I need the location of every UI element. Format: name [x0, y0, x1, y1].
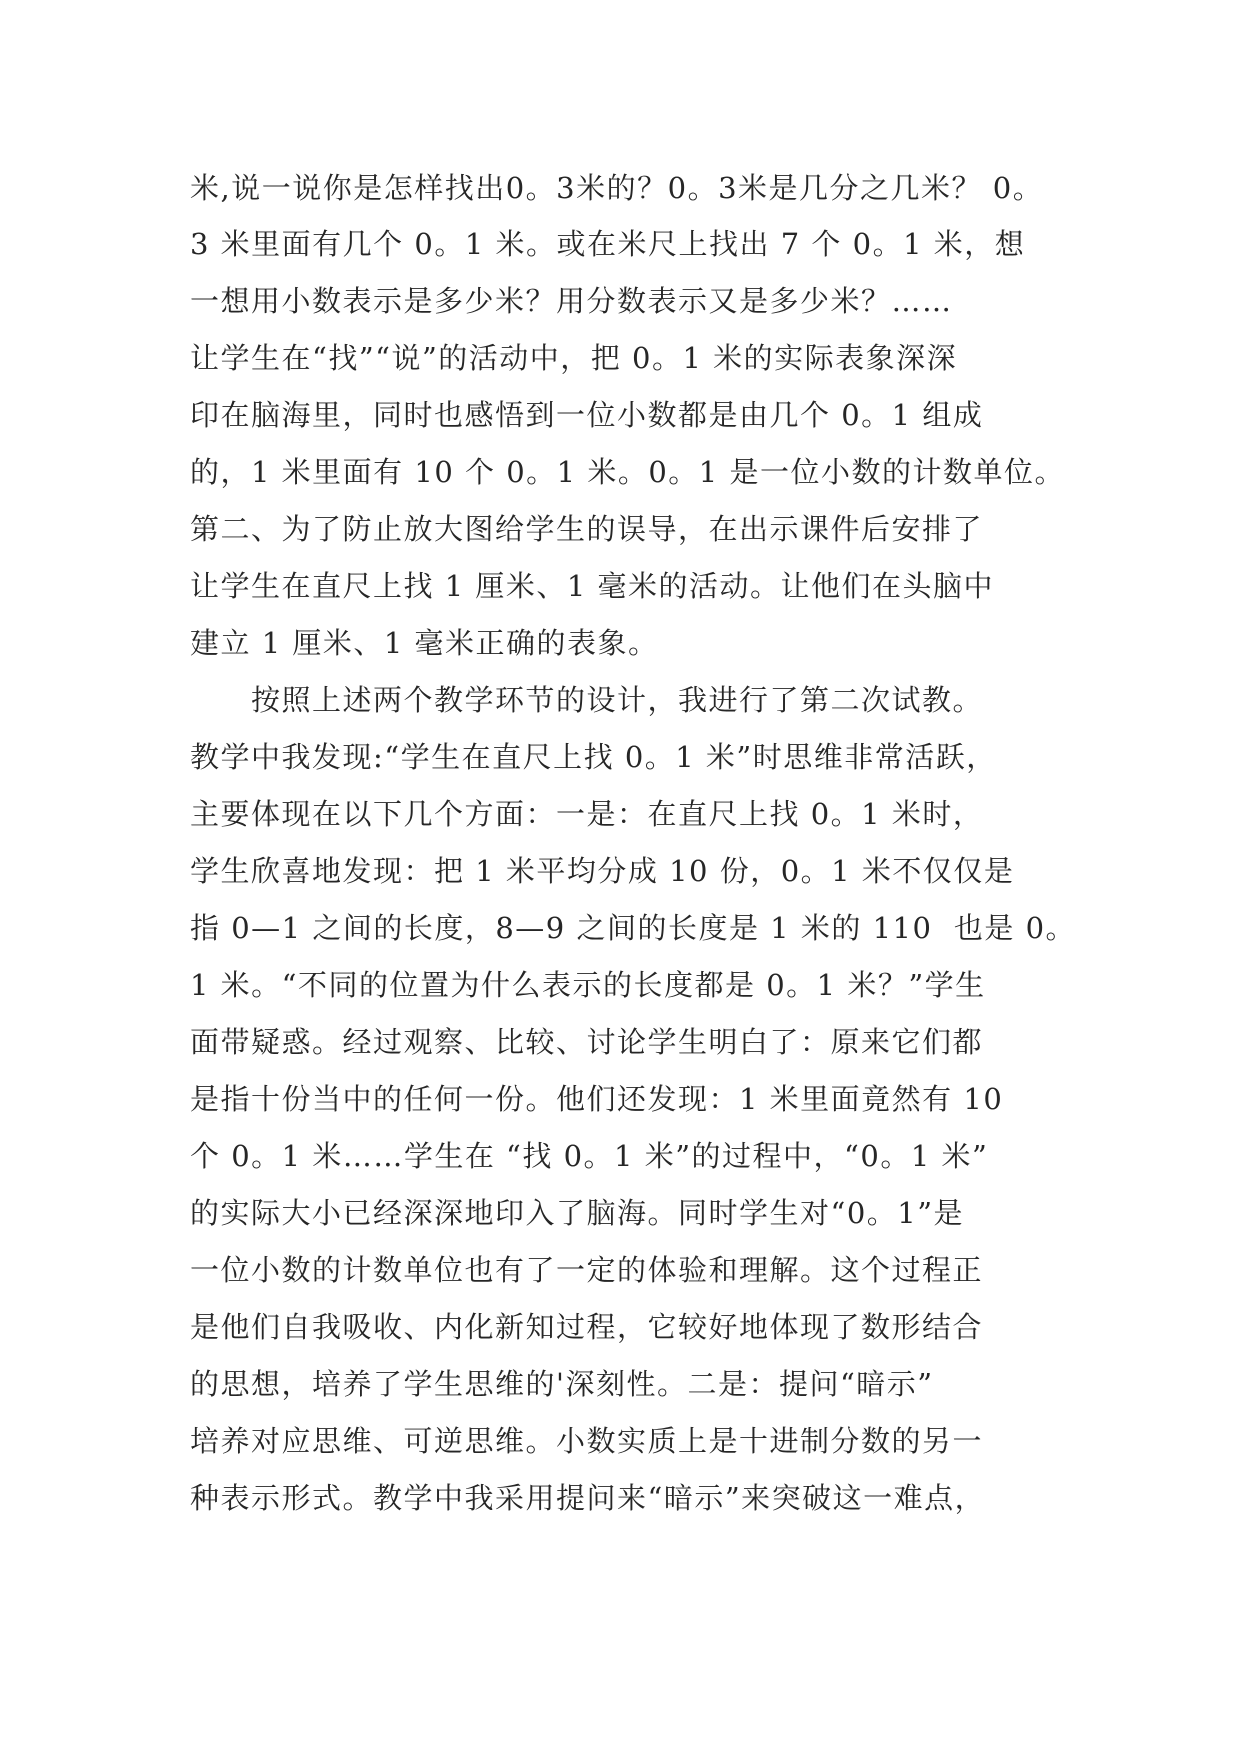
- text-line: 按照上述两个教学环节的设计，我进行了第二次试教。: [190, 683, 984, 717]
- text-line: 1 米。“不同的位置为什么表示的长度都是 0。1 米？”学生: [190, 968, 986, 1002]
- text-line: 种表示形式。教学中我采用提问来“暗示”来突破这一难点，: [190, 1481, 986, 1515]
- text-line: 教学中我发现:“学生在直尺上找 0。1 米”时思维非常活跃，: [190, 740, 997, 774]
- text-line: 的实际大小已经深深地印入了脑海。同时学生对“0。1”是: [190, 1196, 965, 1230]
- text-line: 指 0—1 之间的长度，8—9 之间的长度是 1 米的 110 也是 0。: [190, 911, 1077, 945]
- text-line: 是指十份当中的任何一份。他们还发现：1 米里面竟然有 10: [190, 1082, 1004, 1116]
- text-line: 的，1 米里面有 10 个 0。1 米。0。1 是一位小数的计数单位。: [190, 455, 1065, 489]
- text-line: 学生欣喜地发现：把 1 米平均分成 10 份，0。1 米不仅仅是: [190, 854, 1015, 888]
- text-line: 让学生在直尺上找 1 厘米、1 毫米的活动。让他们在头脑中: [190, 569, 995, 603]
- text-line: 印在脑海里，同时也感悟到一位小数都是由几个 0。1 组成: [190, 398, 984, 432]
- text-line: 建立 1 厘米、1 毫米正确的表象。: [190, 626, 659, 660]
- text-line: 第二、为了防止放大图给学生的误导，在出示课件后安排了: [190, 512, 984, 546]
- text-line: 一想用小数表示是多少米？用分数表示又是多少米？……: [190, 284, 953, 318]
- text-line: 个 0。1 米……学生在 “找 0。1 米”的过程中，“0。1 米”: [190, 1139, 989, 1173]
- text-line: 让学生在“找”“说”的活动中，把 0。1 米的实际表象深深: [190, 341, 958, 375]
- text-line: 是他们自我吸收、内化新知过程，它较好地体现了数形结合: [190, 1310, 984, 1344]
- text-line: 主要体现在以下几个方面：一是：在直尺上找 0。1 米时，: [190, 797, 984, 831]
- text-line: 面带疑惑。经过观察、比较、讨论学生明白了：原来它们都: [190, 1025, 984, 1059]
- text-line: 米,说一说你是怎样找出0。3米的？0。3米是几分之几米？ 0。: [190, 171, 1044, 205]
- text-line: 培养对应思维、可逆思维。小数实质上是十进制分数的另一: [190, 1424, 984, 1458]
- text-line: 3 米里面有几个 0。1 米。或在米尺上找出 7 个 0。1 米，想: [190, 227, 1026, 261]
- text-line: 的思想，培养了学生思维的'深刻性。二是：提问“暗示”: [190, 1367, 934, 1401]
- text-line: 一位小数的计数单位也有了一定的体验和理解。这个过程正: [190, 1253, 984, 1287]
